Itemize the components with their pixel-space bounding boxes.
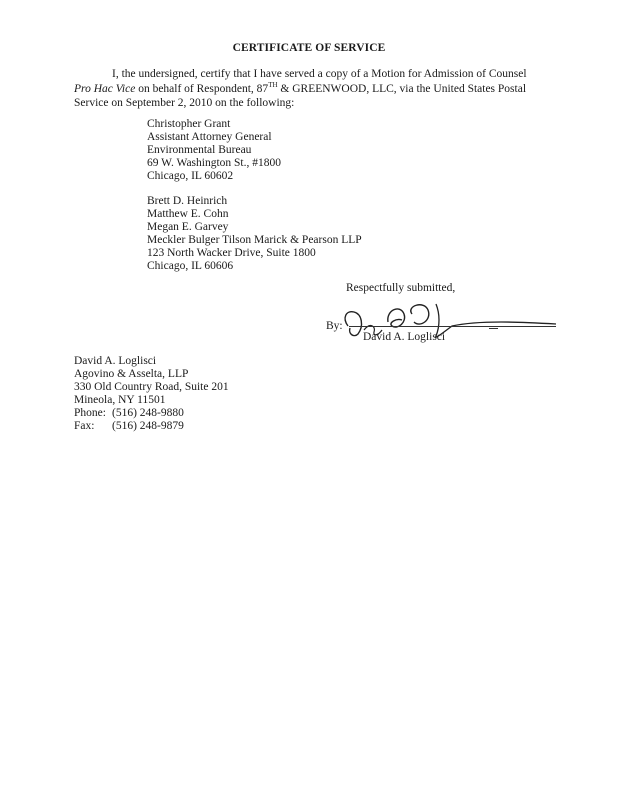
intro-text-1: I, the undersigned, certify that I have served a copy of a Motion for Admission of Counsel: [112, 68, 527, 80]
address-line: 69 W. Washington St., #1800: [147, 157, 282, 169]
signature-line: [349, 326, 556, 327]
sender-line: Agovino & Asselta, LLP: [74, 368, 189, 380]
phone-line: [74, 407, 229, 420]
address-line: Meckler Bulger Tilson Marick & Pearson LLP: [147, 234, 362, 246]
intro-text-3: & GREENWOOD, LLC, via the United States Postal Service on September 2, 2010 on the following:: [74, 82, 527, 109]
address-line: Megan E. Garvey: [147, 221, 229, 233]
closing-text: Respectfully submitted,: [346, 282, 456, 294]
certification-paragraph: [74, 67, 544, 111]
pro-hac-vice-text: Pro Hac Vice: [74, 82, 136, 95]
recipient-address-1: [147, 118, 281, 183]
address-line: Assistant Attorney General: [147, 131, 272, 143]
sender-block: [74, 355, 229, 433]
phone-number: (516) 248-9880: [112, 407, 184, 419]
by-label: By:: [326, 320, 343, 332]
address-line: Matthew E. Cohn: [147, 208, 229, 220]
ordinal-suffix: TH: [268, 80, 278, 89]
address-line: Brett D. Heinrich: [147, 195, 228, 207]
recipient-address-2: [147, 195, 362, 273]
fax-label: Fax:: [74, 420, 95, 432]
signature-dash: [489, 328, 498, 329]
certificate-title: CERTIFICATE OF SERVICE: [232, 42, 386, 54]
signer-name: David A. Loglisci: [363, 331, 446, 343]
sender-line: 330 Old Country Road, Suite 201: [74, 381, 229, 393]
address-line: Chicago, IL 60606: [147, 260, 234, 272]
address-line: 123 North Wacker Drive, Suite 1800: [147, 247, 316, 259]
address-line: Environmental Bureau: [147, 144, 252, 156]
address-line: Christopher Grant: [147, 118, 231, 130]
sender-line: David A. Loglisci: [74, 355, 157, 367]
intro-text-2: on behalf of Respondent, 87: [135, 82, 269, 95]
fax-number: (516) 248-9879: [112, 420, 184, 432]
phone-label: Phone:: [74, 407, 106, 419]
fax-line: [74, 420, 229, 433]
sender-line: Mineola, NY 11501: [74, 394, 166, 406]
address-line: Chicago, IL 60602: [147, 170, 234, 182]
